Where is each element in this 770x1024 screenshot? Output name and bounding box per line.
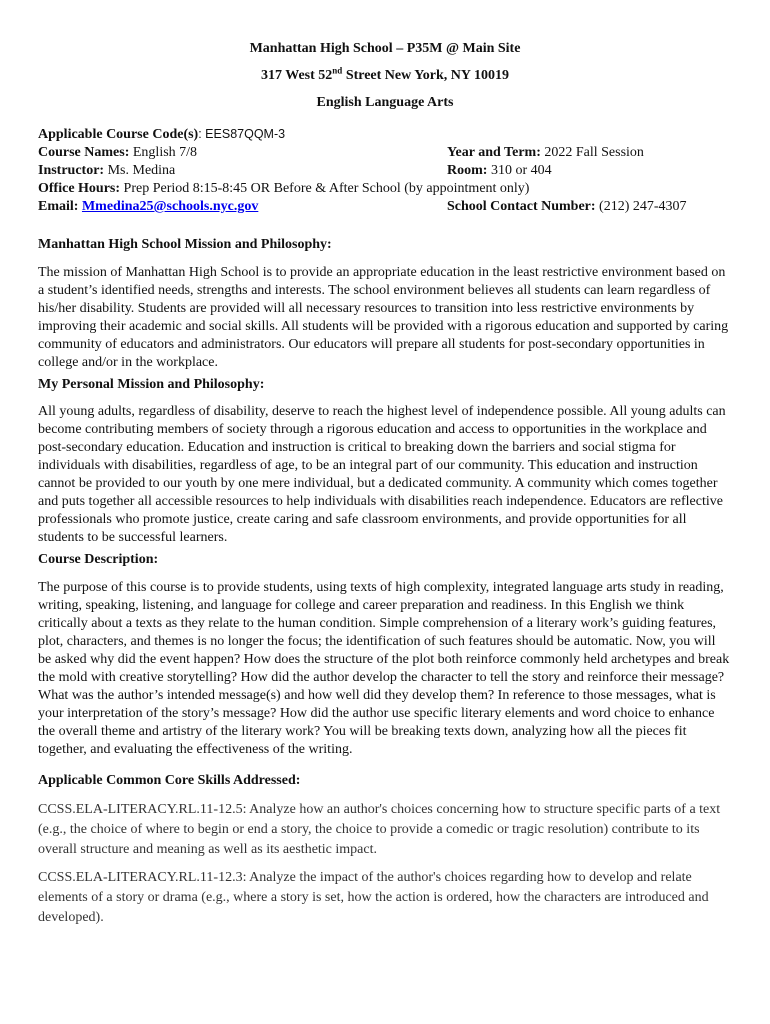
email-line: Email: Mmedina25@schools.nyc.gov	[38, 199, 259, 214]
course-names-line: Course Names: English 7/8	[38, 145, 198, 160]
school-title: Manhattan High School – P35M @ Main Site	[249, 41, 521, 56]
course-codes-line: Applicable Course Code(s): EES87QQM-3	[38, 127, 286, 142]
skills-heading: Applicable Common Core Skills Addressed:	[38, 773, 301, 788]
document-page	[38, 36, 732, 928]
mission-heading: Manhattan High School Mission and Philosophy:	[38, 237, 332, 252]
subject-title: English Language Arts	[316, 95, 454, 110]
course-info	[38, 125, 732, 216]
room-line: Room: 310 or 404	[447, 163, 552, 178]
course-paragraph: The purpose of this course is to provide students, using texts of high complexity, integrated language arts study in reading, writing, speaking, listening, and language for college and career preparation and readiness. In this English we think critically about a texts as they relate to the human condition. Simple comprehension of a literary work’s guiding features, plot, characters, and themes is no longer the focus; the identification of such features should be automatic. Now, you will be asked why did the event happen? How does the structure of the plot both reinforce commonly held archetypes and break the mold with creative storytelling? How did the author develop the character to tell the story and reinforce their message? What was the author’s intended message(s) and how well did they develop them? In reference to those messages, what is your interpretation of the story’s message? How did the author use specific literary elements and word choice to enhance the overall theme and artistry of the literary work? You will be breaking texts down, analyzing how all the pieces fit together, and evaluating the effectiveness of the writing.	[38, 580, 730, 757]
year-term-line: Year and Term: 2022 Fall Session	[447, 145, 644, 160]
instructor-line: Instructor: Ms. Medina	[38, 163, 176, 178]
skill-item: CCSS.ELA-LITERACY.RL.11-12.3: Analyze the impact of the author's choices regarding how to develop and relate elements of a story or drama (e.g., where a story is set, how the action is ordered, how the characters are introduced and developed).	[38, 870, 709, 925]
personal-heading: My Personal Mission and Philosophy:	[38, 377, 265, 392]
office-hours-line: Office Hours: Prep Period 8:15-8:45 OR Before & After School (by appointment only)	[38, 181, 530, 196]
course-heading: Course Description:	[38, 552, 159, 567]
mission-paragraph: The mission of Manhattan High School is to provide an appropriate education in the least restrictive environment based on a student’s identified needs, strengths and interests. The school environment believes all students can learn regardless of his/her disability. Students are provided will all necessary resources to transition into less restrictive environments by improving their academic and social skills. All students will be provided with a rigorous education and supported by caring community of educators and administrators. Our educators will prepare all students for post-secondary opportunities in college and/or in the workplace.	[38, 265, 729, 370]
contact-line: School Contact Number: (212) 247-4307	[447, 199, 687, 214]
skill-item: CCSS.ELA-LITERACY.RL.11-12.5: Analyze how an author's choices concerning how to structure specific parts of a text (e.g., the choice of where to begin or end a story, the choice to provide a comedic or tragic resolution) contribute to its overall structure and meaning as well as its aesthetic impact.	[38, 802, 721, 857]
email-link[interactable]: Mmedina25@schools.nyc.gov	[81, 199, 259, 214]
school-address: 317 West 52nd Street New York, NY 10019	[260, 65, 509, 83]
personal-paragraph: All young adults, regardless of disability, deserve to reach the highest level of independence possible. All young adults can become contributing members of society through a rigorous education and access to opportunities in the workplace and post-secondary education. Education and instruction is critical to breaking down the barriers and social stigma for individuals with disabilities, regardless of age, to be an integral part of our community. This education and instruction cannot be provided to our youth by one mere individual, but a dedicated community. A community which comes together and puts together all accessible resources to help individuals with disabilities reach independence. Educators are reflective professionals who promote justice, create caring and safe classroom environments, and provide opportunities for all students to be successful learners.	[38, 404, 726, 545]
